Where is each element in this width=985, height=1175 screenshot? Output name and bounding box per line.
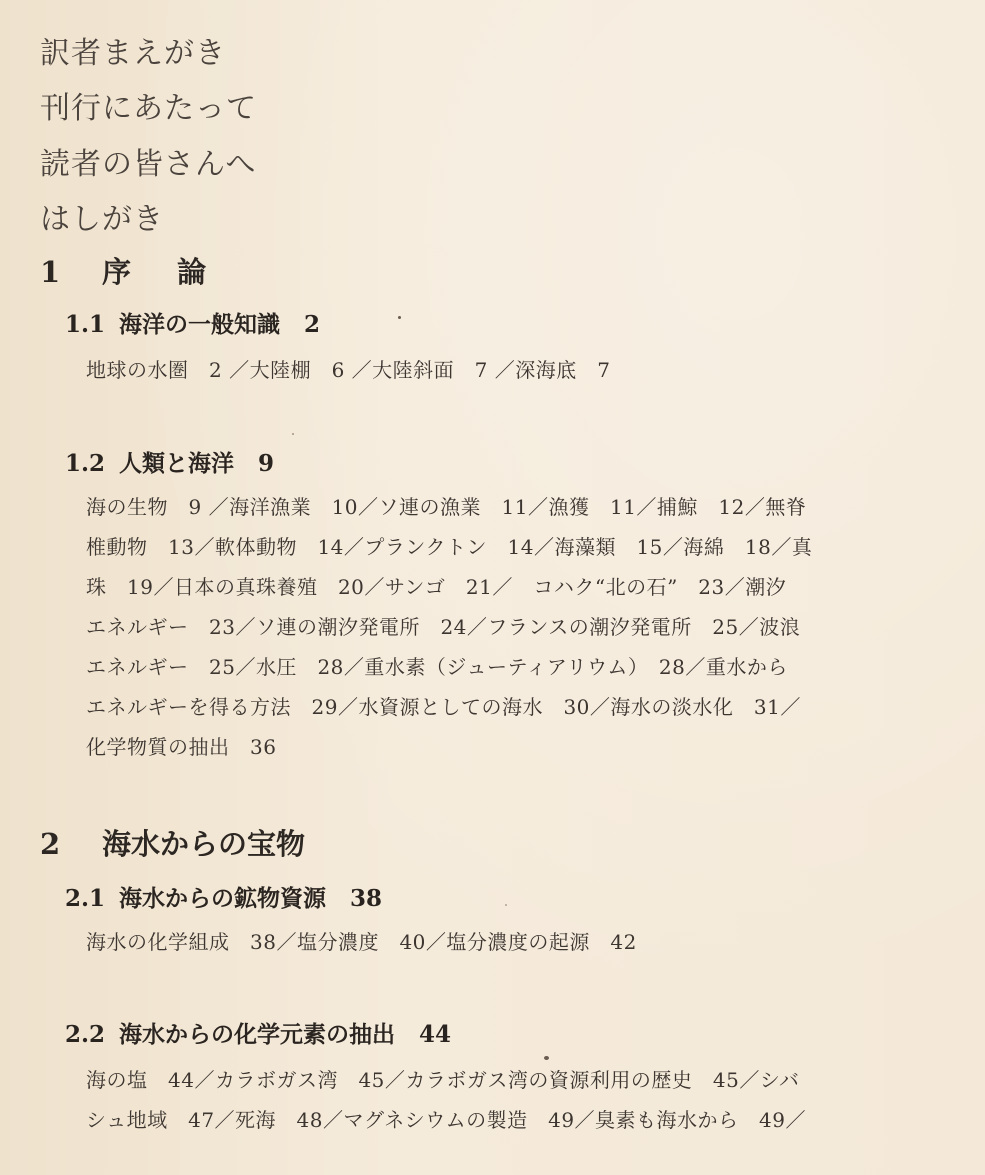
section-2-2-heading — [65, 1016, 451, 1049]
entry-line: 地球の水圏 2 ／大陸棚 6 ／大陸斜面 7 ／深海底 7 — [86, 358, 611, 382]
chapter-1-heading — [40, 250, 224, 291]
front-matter-to-readers: 読者の皆さんへ — [40, 147, 257, 182]
entry-line: 化学物質の抽出 36 — [86, 735, 277, 759]
entry-line: 海の生物 9 ／海洋漁業 10／ソ連の漁業 11／漁獲 11／捕鯨 12／無脊 — [86, 495, 807, 519]
entry-line: 海水の化学組成 38／塩分濃度 40／塩分濃度の起源 42 — [86, 930, 637, 954]
entry-line: 椎動物 13／軟体動物 14／プランクトン 14／海藻類 15／海綿 18／真 — [86, 535, 813, 559]
section-title: 海水からの鉱物資源 — [119, 885, 327, 912]
entry-line: エネルギー 25／水圧 28／重水素（ジューティアリウム） 28／重水から — [86, 655, 788, 679]
section-1-1-entries — [86, 350, 916, 390]
paper-speck — [505, 904, 507, 906]
entry-line: 海の塩 44／カラボガス湾 45／カラボガス湾の資源利用の歴史 45／シバ — [86, 1068, 800, 1092]
section-number: 2.1 — [65, 885, 106, 912]
section-number: 1.2 — [65, 450, 106, 477]
entry-line: エネルギーを得る方法 29／水資源としての海水 30／海水の淡水化 31／ — [86, 695, 801, 719]
section-page: 38 — [350, 885, 383, 912]
section-page: 44 — [419, 1021, 452, 1048]
section-title: 人類と海洋 — [119, 450, 235, 477]
front-matter-foreword: はしがき — [40, 202, 164, 237]
section-1-2-entries — [86, 487, 916, 767]
section-2-1-entries — [86, 922, 916, 962]
section-title: 海洋の一般知識 — [119, 311, 281, 338]
entry-line: シュ地域 47／死海 48／マグネシウムの製造 49／臭素も海水から 49／ — [86, 1108, 806, 1132]
section-number: 2.2 — [65, 1021, 106, 1048]
chapter-title: 序 論 — [102, 255, 225, 289]
chapter-number: 1 — [40, 255, 61, 289]
section-2-2-entries — [86, 1060, 916, 1140]
chapter-2-heading — [40, 822, 305, 863]
front-matter-translator-preface: 訳者まえがき — [40, 36, 226, 71]
paper-speck — [544, 1056, 549, 1060]
section-number: 1.1 — [65, 311, 106, 338]
section-page: 2 — [304, 311, 321, 338]
section-page: 9 — [258, 450, 275, 477]
chapter-title: 海水からの宝物 — [102, 827, 306, 861]
entry-line: エネルギー 23／ソ連の潮汐発電所 24／フランスの潮汐発電所 25／波浪 — [86, 615, 801, 639]
paper-speck — [398, 316, 401, 319]
paper-speck — [292, 433, 294, 435]
section-1-1-heading — [65, 306, 320, 339]
section-1-2-heading — [65, 445, 274, 478]
entry-line: 珠 19／日本の真珠養殖 20／サンゴ 21／ コハク“北の石” 23／潮汐 — [86, 575, 787, 599]
chapter-number: 2 — [40, 827, 61, 861]
section-title: 海水からの化学元素の抽出 — [119, 1021, 396, 1048]
section-2-1-heading — [65, 880, 382, 913]
front-matter-publication-note: 刊行にあたって — [40, 91, 257, 126]
